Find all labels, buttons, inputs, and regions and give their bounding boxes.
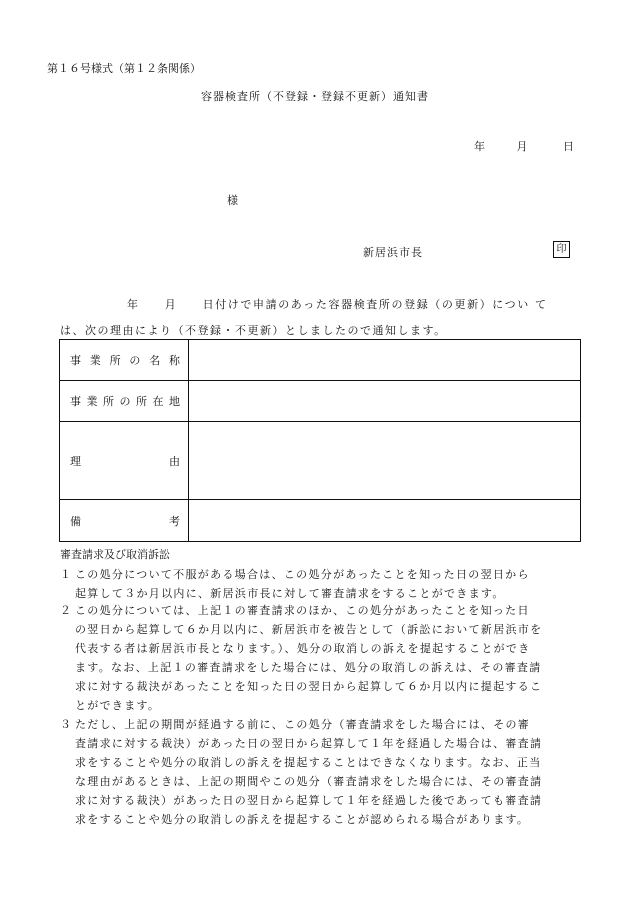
label-cell xyxy=(60,340,189,381)
table-row-remarks xyxy=(60,500,581,542)
addressee-suffix: 様 xyxy=(227,194,238,207)
table-row-office-address xyxy=(60,381,581,422)
value-cell-remarks xyxy=(189,500,581,542)
label-char: 在 xyxy=(152,395,164,408)
label-remarks xyxy=(60,513,188,529)
notice-heading: 審査請求及び取消訴訟 xyxy=(60,548,170,561)
label-cell xyxy=(60,381,189,422)
label-char: 理 xyxy=(70,454,81,468)
info-table xyxy=(59,339,581,542)
notice-item-number: ２ xyxy=(60,604,71,617)
notice-line: 査請求に対する裁決）があった日の翌日から起算して１年を経過した場合は、審査請 xyxy=(75,737,543,750)
seal-stamp: 印 xyxy=(553,241,570,258)
notice-line: この処分については、上記１の審査請求のほか、この処分があったことを知った日 xyxy=(75,604,530,617)
notice-item-text xyxy=(75,565,590,603)
label-char: 業 xyxy=(86,395,98,408)
label-office-name xyxy=(60,352,188,368)
document-title: 容器検査所（不登録・登録不更新）通知書 xyxy=(201,90,429,103)
notice-line: 求に対する裁決があったことを知った日の翌日から起算して６か月以内に提起するこ xyxy=(75,680,543,693)
label-char: 所 xyxy=(109,354,121,367)
notice-item-number: ３ xyxy=(60,718,71,731)
label-cell xyxy=(60,422,189,500)
label-cell xyxy=(60,500,189,542)
label-char: 由 xyxy=(169,454,180,468)
body-text-line-1: 年 月 日付けで申請のあった容器検査所の登録（の更新）につい て xyxy=(127,298,548,311)
body-text-line-2: は、次の理由により（不登録・不更新）としましたので通知します。 xyxy=(60,324,447,337)
date-year: 年 xyxy=(474,140,485,153)
value-cell-office-name xyxy=(189,340,581,381)
date-month: 月 xyxy=(516,140,528,153)
notice-line: 求をすることや処分の取消しの訴えを提起することが認められる場合があります。 xyxy=(75,813,530,826)
label-char: 業 xyxy=(89,354,101,367)
notice-line: な理由があるときは、上記の期間やこの処分（審査請求をした場合には、その審査請 xyxy=(75,775,543,788)
label-char: 考 xyxy=(169,514,180,528)
notice-item-text xyxy=(75,601,590,715)
table-row-reason xyxy=(60,422,581,500)
label-char: 所 xyxy=(103,395,114,408)
label-char: の xyxy=(119,395,131,408)
label-char: 地 xyxy=(169,395,180,408)
notice-line: ただし、上記の期間が経過する前に、この処分（審査請求をした場合には、その審 xyxy=(75,718,531,731)
notice-item-text xyxy=(75,715,590,829)
notice-line: 求に対する裁決）があった日の翌日から起算して１年を経過した後であっても審査請 xyxy=(75,794,543,807)
label-reason xyxy=(60,453,188,469)
date-line xyxy=(474,138,574,154)
label-office-address xyxy=(60,393,188,409)
table-row-office-name xyxy=(60,340,581,381)
label-char: 事 xyxy=(70,354,81,367)
label-char: 名 xyxy=(149,354,161,367)
notice-line: とができます。 xyxy=(75,699,161,712)
notice-line: の翌日から起算して６か月以内に、新居浜市を被告として（訴訟において新居浜市を xyxy=(75,623,543,636)
label-char: 所 xyxy=(136,395,147,408)
notice-item-number: １ xyxy=(60,568,71,581)
issuer-name: 新居浜市長 xyxy=(363,246,423,259)
notice-line: ます。なお、上記１の審査請求をした場合には、処分の取消しの訴えは、その審査請 xyxy=(75,661,542,674)
notice-item-3 xyxy=(60,715,590,829)
value-cell-reason xyxy=(189,422,581,500)
label-char: 称 xyxy=(168,354,180,367)
notice-item-2 xyxy=(60,601,590,715)
date-day: 日 xyxy=(563,140,574,153)
label-char: 事 xyxy=(70,395,81,408)
label-char: の xyxy=(129,354,141,367)
notice-line: 代表する者は新居浜市長となります。）、処分の取消しの訴えを提起することができ xyxy=(75,642,531,655)
label-char: 備 xyxy=(70,514,81,528)
notice-line: この処分について不服がある場合は、この処分があったことを知った日の翌日から xyxy=(75,568,530,581)
form-number: 第１６号様式（第１２条関係） xyxy=(47,62,201,75)
notice-item-1 xyxy=(60,565,590,603)
value-cell-office-address xyxy=(189,381,581,422)
notice-line: 起算して３か月以内に、新居浜市長に対して審査請求をすることができます。 xyxy=(75,587,505,600)
notice-line: 求をすることや処分の取消しの訴えを提起することはできなくなります。なお、正当 xyxy=(75,756,542,769)
